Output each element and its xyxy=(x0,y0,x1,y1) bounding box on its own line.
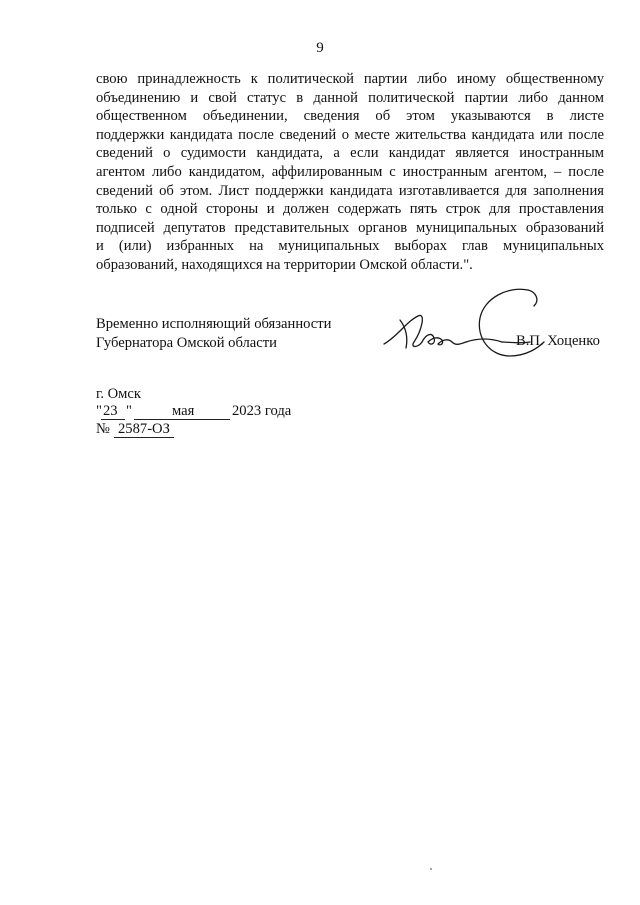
body-text xyxy=(96,70,604,275)
body-line: поддержки кандидата после сведений о месте жительства кандидата или после xyxy=(96,126,604,143)
signatory-name: В.П. Хоценко xyxy=(516,333,600,349)
body-line: сведений об этом. Лист поддержки кандидата изготавливается для заполнения xyxy=(96,182,604,199)
handwritten-signature xyxy=(378,282,558,377)
date-line xyxy=(96,403,316,421)
body-line: сведений о судимости кандидата, а если кандидат является иностранным xyxy=(96,145,604,162)
body-line: образований, находящихся на территории Омской области.". xyxy=(96,256,473,273)
body-line: объединению и свой статус в данной политической партии либо данном xyxy=(96,89,604,106)
number-underline xyxy=(114,437,174,438)
signatory-title-line: Губернатора Омской области xyxy=(96,335,277,351)
page-number: 9 xyxy=(316,40,324,56)
body-line: только с одной стороны и должен содержать пять строк для проставления xyxy=(96,201,604,218)
day-underline xyxy=(101,419,125,420)
signatory-title xyxy=(96,315,331,353)
month-underline xyxy=(134,419,230,420)
body-line: и (или) избранных на муниципальных выборах глав муниципальных xyxy=(96,238,604,255)
body-line: агентом либо кандидатом, аффилированным с иностранным агентом, – после xyxy=(96,163,604,180)
signatory-title-line: Временно исполняющий обязанности xyxy=(96,316,332,332)
date-close-quote: " xyxy=(126,403,132,419)
date-day: 23 xyxy=(103,403,118,419)
body-line: свою принадлежность к политической партии либо иному общественному xyxy=(96,71,604,87)
number-line xyxy=(96,421,316,439)
body-line: подписей депутатов представительных органов муниципальных образований xyxy=(96,219,604,236)
date-open-quote: " xyxy=(96,403,102,419)
law-number: 2587-ОЗ xyxy=(118,421,170,437)
scan-speck xyxy=(430,868,432,870)
date-month: мая xyxy=(172,403,195,419)
number-sign: № xyxy=(96,421,110,437)
place-and-date xyxy=(96,386,316,439)
body-line: общественном объединении, сведения об этом указываются в листе xyxy=(96,108,604,125)
date-year: 2023 года xyxy=(232,403,292,419)
city: г. Омск xyxy=(96,386,141,402)
